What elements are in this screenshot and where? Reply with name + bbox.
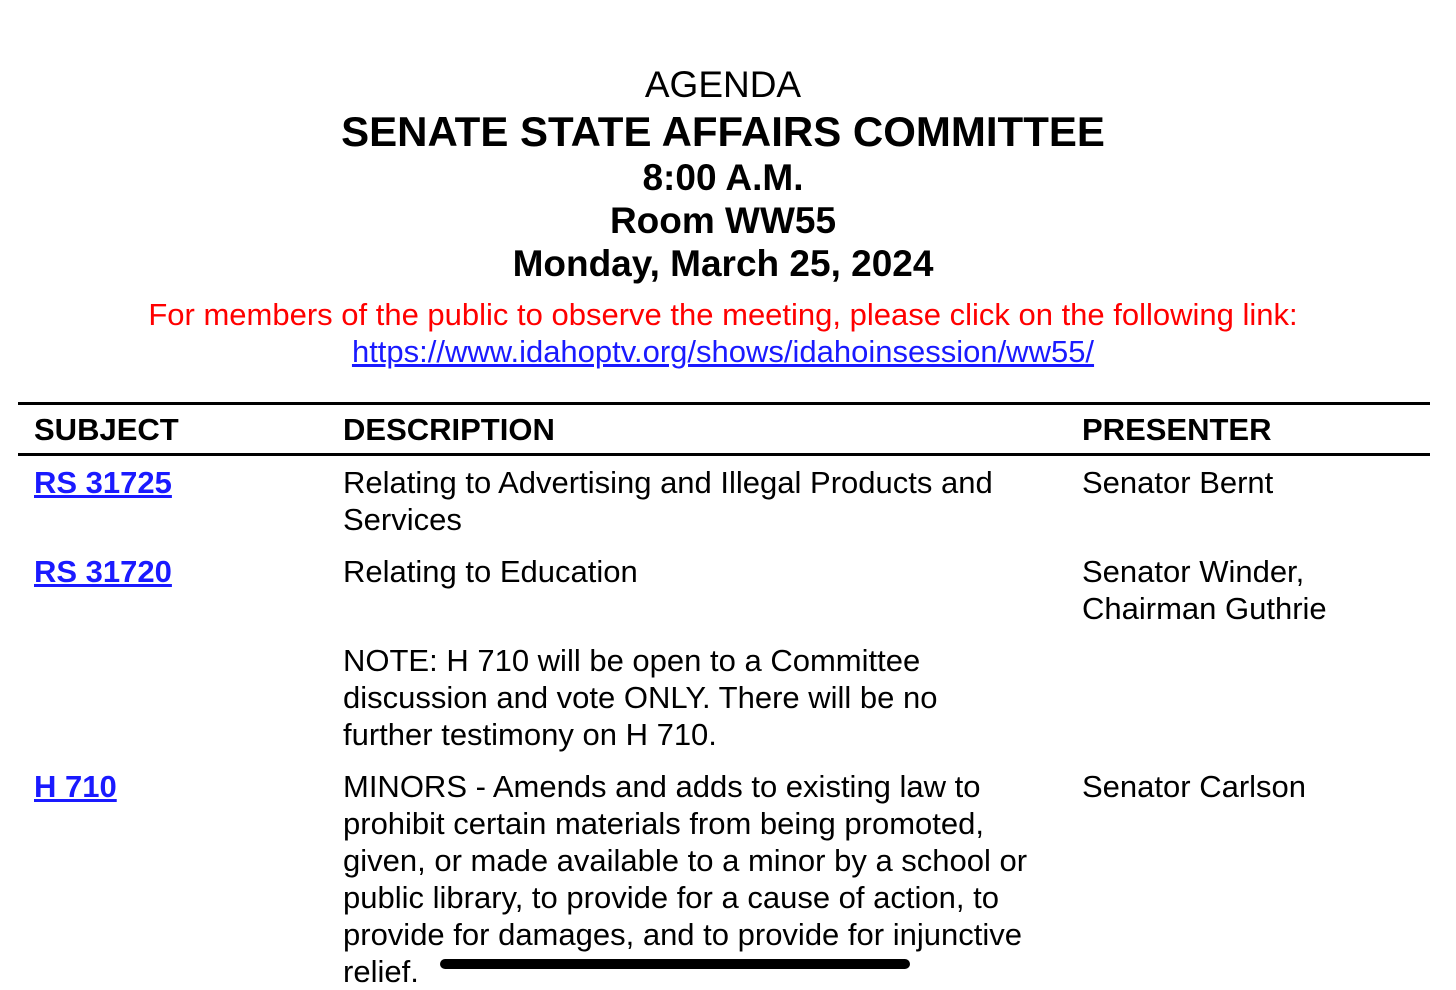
public-notice-text: For members of the public to observe the meeting, please click on the following link: (148, 297, 1298, 332)
row-presenter: Senator Winder, Chairman Guthrie (1082, 554, 1327, 626)
column-header-description: DESCRIPTION (343, 412, 555, 447)
meeting-date: Monday, March 25, 2024 (512, 243, 934, 284)
livestream-link[interactable]: https://www.idahoptv.org/shows/idahoinsession/ww55/ (351, 334, 1095, 369)
table-header-rule (18, 453, 1430, 456)
row-description: Relating to Advertising and Illegal Products and Services (343, 465, 993, 537)
committee-title: SENATE STATE AFFAIRS COMMITTEE (341, 108, 1105, 155)
row-description: Relating to Education (343, 554, 638, 589)
meeting-room: Room WW55 (609, 200, 837, 241)
subject-link[interactable]: RS 31720 (34, 554, 172, 589)
row-presenter: Senator Carlson (1082, 769, 1307, 804)
column-header-presenter: PRESENTER (1082, 412, 1272, 447)
column-header-subject: SUBJECT (34, 412, 179, 447)
subject-link[interactable]: RS 31725 (34, 465, 172, 500)
agenda-header (0, 62, 1446, 285)
agenda-label: AGENDA (644, 64, 802, 105)
home-indicator-bar[interactable] (440, 959, 910, 969)
table-top-rule (18, 402, 1430, 405)
public-notice (0, 296, 1446, 370)
meeting-time: 8:00 A.M. (642, 157, 804, 198)
row-presenter: Senator Bernt (1082, 465, 1274, 500)
row-description: MINORS - Amends and adds to existing law to prohibit certain materials from being promoted, given, or made available to a minor by a school or public library, to provide for a cause of action, to provide for damages, and to provide for injunctive relief. (343, 769, 1028, 989)
subject-link[interactable]: H 710 (34, 769, 117, 804)
row-note: NOTE: H 710 will be open to a Committee discussion and vote ONLY. There will be no further testimony on H 710. (343, 643, 938, 752)
